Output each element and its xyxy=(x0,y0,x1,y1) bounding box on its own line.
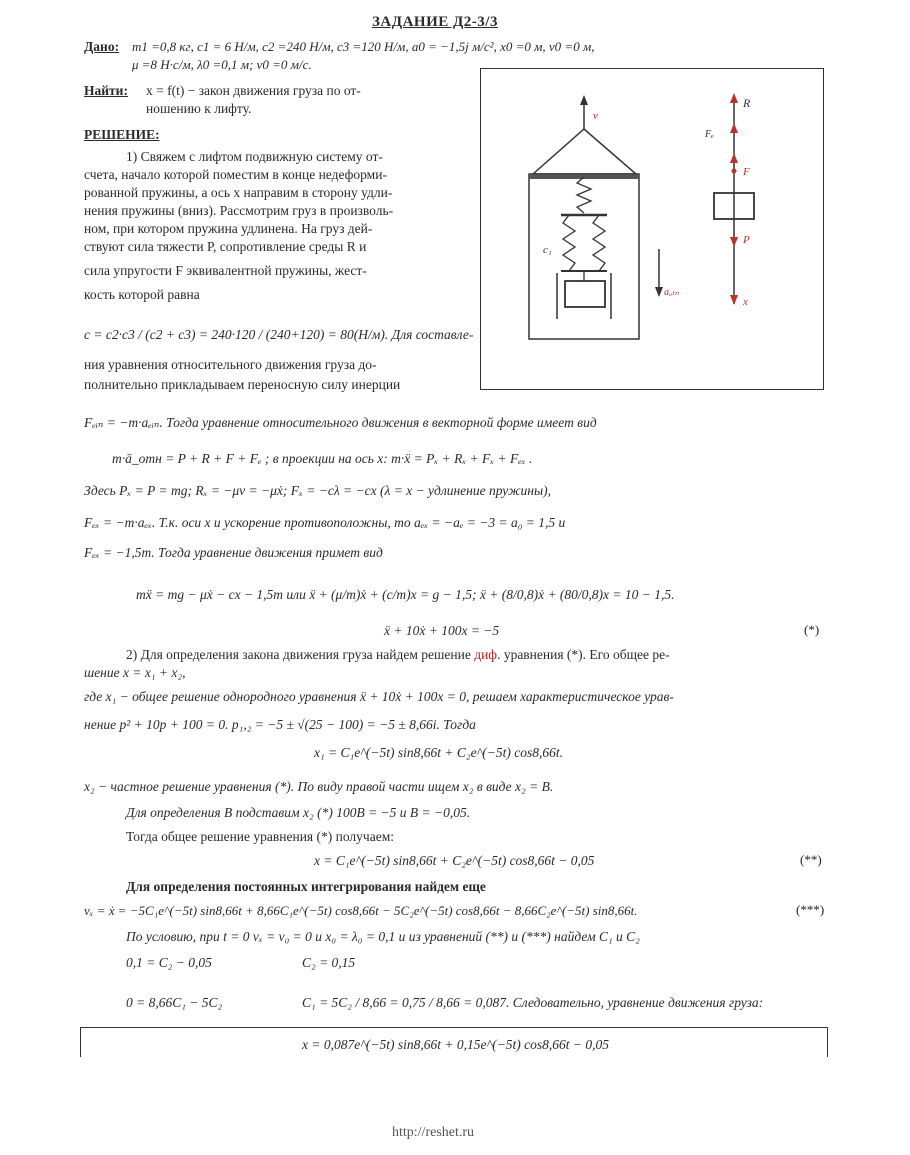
force-Fe-arrow xyxy=(730,123,738,133)
figure-box xyxy=(480,68,824,390)
find-label: Найти: xyxy=(84,83,128,98)
find-line-1: x = f(t) − закон движения груза по от- xyxy=(146,83,361,98)
solution-label: РЕШЕНИЕ: xyxy=(84,127,160,142)
force-R-arrow xyxy=(730,93,738,103)
label-x: x xyxy=(743,296,748,308)
force-F-arrow xyxy=(730,153,738,163)
wide-line: Fₑₓ = −1,5m. Тогда уравнение движения примет вид xyxy=(84,545,383,560)
given-line-2: μ =8 Н·с/м, λ0 =0,1 м; v0 =0 м/с. xyxy=(132,57,312,72)
condition-2: 0 = 8,66C₁ − 5C₂ xyxy=(126,995,223,1010)
body-line: счета, начало которой поместим в конце недеформи- xyxy=(84,167,387,182)
given-label xyxy=(84,38,119,55)
force-P-arrow xyxy=(730,237,738,247)
body-line: кость которой равна xyxy=(84,287,200,302)
elevator-spring-diagram xyxy=(481,69,825,391)
vector-equation: m·ā_отн = P + R + F + Fₑ ; в проекции на ось x: m·ẍ = Pₓ + Rₓ + Fₓ + Fₑₓ . xyxy=(112,451,533,466)
elevator-roof xyxy=(533,129,636,174)
body-line: ном, при котором пружина удлинена. На груз дей- xyxy=(84,221,373,236)
general-solution: x = C₁e^(−5t) sin8,66t + C₂e^(−5t) cos8,66t − 0,05 xyxy=(314,853,595,868)
homogeneous-solution: x₁ = C₁e^(−5t) sin8,66t + C₂e^(−5t) cos8,66t. xyxy=(314,745,564,760)
part2-line: где x₁ − общее решение однородного уравнения ẍ + 10ẋ + 100x = 0, решаем характеристическое урав- xyxy=(84,689,674,704)
characteristic-equation: нение p² + 10p + 100 = 0. p₁,₂ = −5 ± √(25 − 100) = −5 ± 8,66i. Тогда xyxy=(84,717,476,732)
body-line: 1) Свяжем с лифтом подвижную систему от- xyxy=(126,149,383,164)
body-line: нения пружины (вниз). Рассмотрим груз в произволь- xyxy=(84,203,394,218)
part2-line: По условию, при t = 0 vₓ = v₀ = 0 и x₀ = λ₀ = 0,1 и из уравнений (**) и (***) найдем C₁ и C₂ xyxy=(126,929,640,944)
elevator-cabin xyxy=(529,174,639,339)
equation-star-marker: (*) xyxy=(804,622,820,637)
acceleration-arrow xyxy=(655,287,663,297)
part2-line xyxy=(126,646,670,663)
label-R: R xyxy=(743,96,751,110)
stiffness-formula: c = c2·c3 / (c2 + c3) = 240·120 / (240+120) = 80(Н/м). Для составле- xyxy=(84,327,474,342)
general-solution-marker: (**) xyxy=(800,852,822,867)
part2-line: Тогда общее решение уравнения (*) получаем: xyxy=(126,829,394,844)
velocity-equation: vₓ = ẋ = −5C₁e^(−5t) sin8,66t + 8,66C₁e^(−5t) cos8,66t − 5C₂e^(−5t) cos8,66t − 8,66C₂e^(−5t) sin8,66t. xyxy=(84,903,638,918)
equation-star: ẍ + 10ẋ + 100x = −5 xyxy=(384,623,500,638)
body-line: ния уравнения относительного движения груза до- xyxy=(84,357,377,372)
given-label-text: Дано: xyxy=(84,39,120,54)
task-title: ЗАДАНИЕ Д2-3/3 xyxy=(372,14,498,30)
label-c1: c₁ xyxy=(543,244,552,256)
label-Fe: Fₑ xyxy=(705,129,714,140)
part2-line: Для определения постоянных интегрирования найдем еще xyxy=(126,879,486,894)
body-line: полнительно прикладываем переносную силу инерции xyxy=(84,377,401,392)
final-answer: x = 0,087e^(−5t) sin8,66t + 0,15e^(−5t) cos8,66t − 0,05 xyxy=(302,1037,610,1052)
load-box xyxy=(565,281,605,307)
part2-line: x₂ − частное решение уравнения (*). По виду правой части ищем x₂ в виде x₂ = B. xyxy=(84,779,554,794)
equation-of-motion: mẍ = mg − μẋ − cx − 1,5m или ẍ + (μ/m)ẋ + (c/m)x = g − 1,5; ẍ + (8/0,8)ẋ + (80/0,8)x = 10 − 1,5. xyxy=(136,587,675,602)
condition-2-result: C₁ = 5C₂ / 8,66 = 0,75 / 8,66 = 0,087. Следовательно, уравнение движения груза: xyxy=(302,995,764,1010)
footer-url: http://reshet.ru xyxy=(392,1125,475,1140)
given-line-1: m1 =0,8 кг, c1 = 6 Н/м, c2 =240 Н/м, c3 =120 Н/м, a0 = −1,5j м/с², x0 =0 м, v0 =0 м, xyxy=(132,39,595,54)
wide-line: Здесь Pₓ = P = mg; Rₓ = −μv = −μẋ; Fₓ = −cλ = −cx (λ = x − удлинение пружины), xyxy=(84,483,551,498)
wide-line: Fₑₓ = −m·aₑₓ. Т.к. оси x и ускорение противоположны, то aₑₓ = −aₑ = −3 = a₀ = 1,5 и xyxy=(84,515,566,530)
wide-line: Fₑᵢₙ = −m·aₑᵢₙ. Тогда уравнение относительного движения в векторной форме имеет вид xyxy=(84,415,597,430)
spring-c2 xyxy=(563,215,575,271)
spring-c3 xyxy=(593,215,605,271)
spring-c1 xyxy=(577,177,591,213)
find-line-2: ношению к лифту. xyxy=(146,101,252,116)
part2-line-1: 2) Для определения закона движения груза найдем решение диф. уравнения (*). Его общее ре- xyxy=(126,647,670,662)
x-axis-arrow xyxy=(730,295,738,305)
body-line: ствуют сила тяжести P, сопротивление среды R и xyxy=(84,239,367,254)
label-P: P xyxy=(743,234,750,246)
label-F: F xyxy=(743,166,750,178)
velocity-arrow xyxy=(580,95,588,105)
body-line: сила упругости F эквивалентной пружины, жест- xyxy=(84,263,367,278)
part2-line: Для определения B подставим x₂ (*) 100B = −5 и B = −0,05. xyxy=(126,805,471,820)
condition-1: 0,1 = C₂ − 0,05 xyxy=(126,955,212,970)
label-v: v xyxy=(593,110,598,122)
label-a-oth: aₒₜₙ xyxy=(664,287,679,298)
part2-line: шение x = x₁ + x₂, xyxy=(84,665,186,680)
condition-1-result: C₂ = 0,15 xyxy=(302,955,356,970)
velocity-marker: (***) xyxy=(796,902,825,917)
diff-highlight: диф xyxy=(474,647,498,662)
body-line: рованной пружины, а ось x направим в сторону удли- xyxy=(84,185,393,200)
